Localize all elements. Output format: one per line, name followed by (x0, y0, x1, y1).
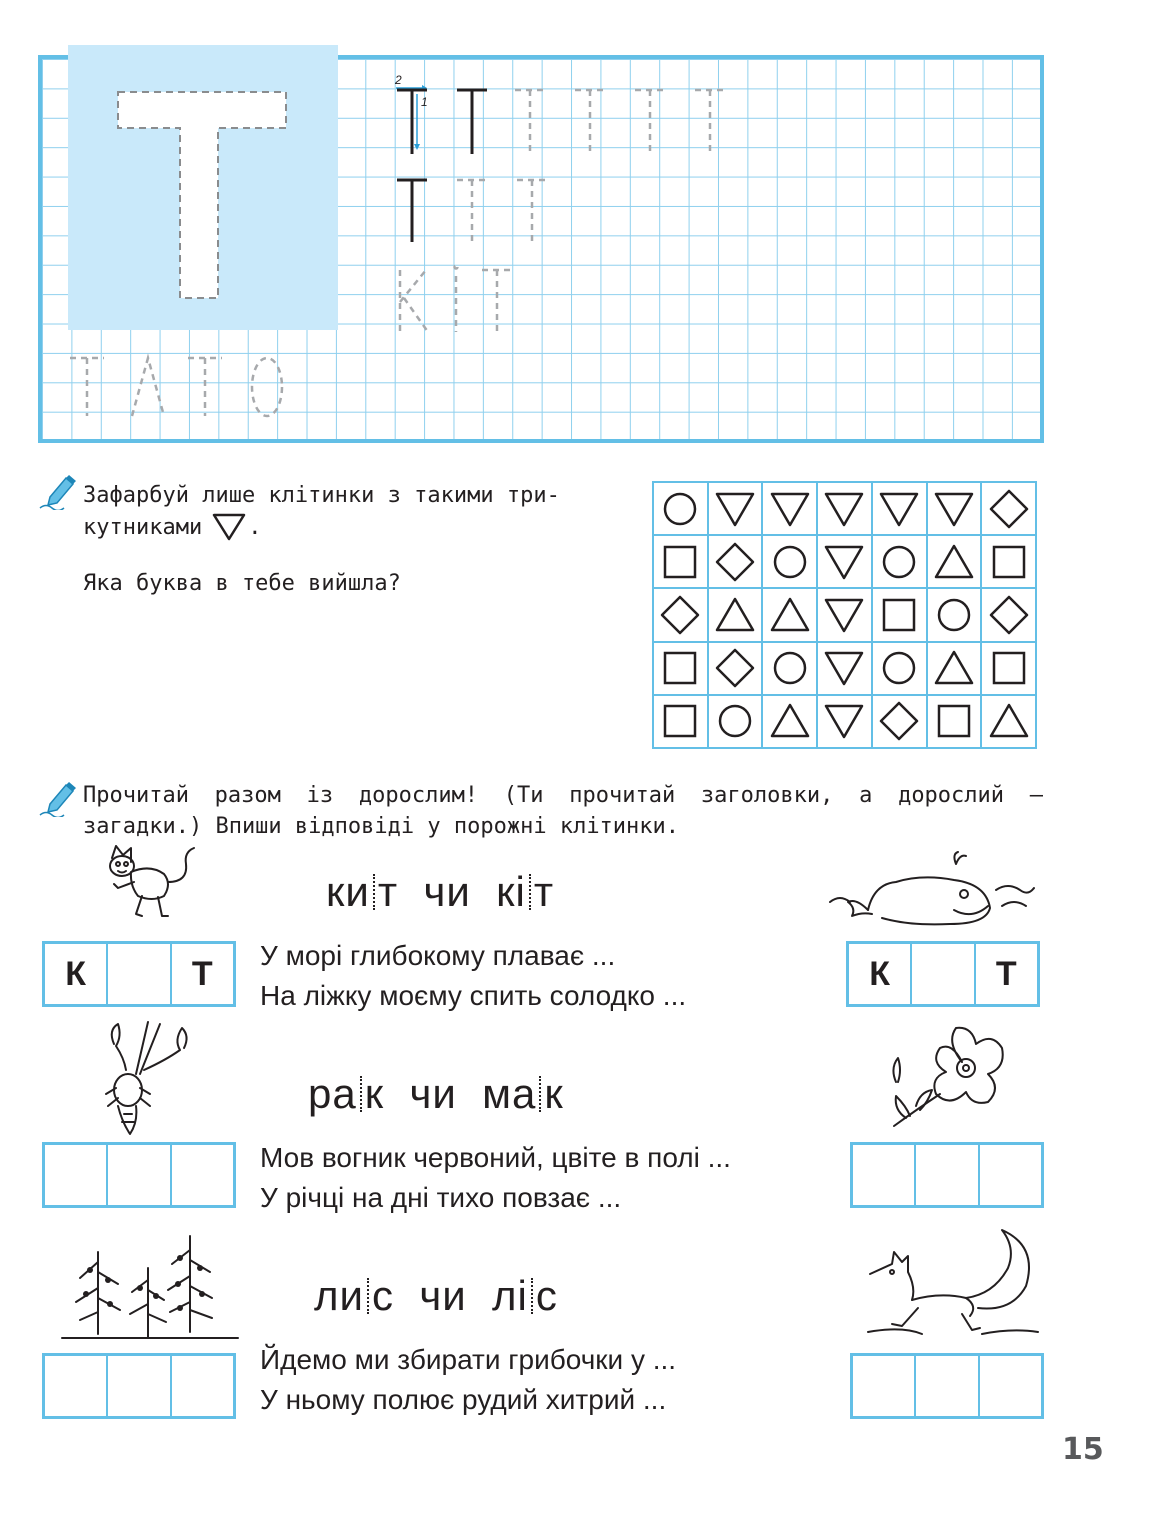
answer-box-left (42, 1353, 236, 1419)
shape-cell[interactable] (653, 535, 708, 588)
task2-instruction-line1: Прочитай разом із дорослим! (Ти прочитай заголовки, а дорослий — (83, 783, 1043, 808)
square-icon (660, 542, 700, 582)
square-icon (989, 648, 1029, 688)
riddle-line: На ліжку моєму спить солодко ... (260, 980, 687, 1011)
shape-cell[interactable] (872, 588, 927, 641)
cat-illustration (98, 842, 203, 932)
answer-cell[interactable] (980, 1356, 1041, 1416)
shape-cell[interactable] (981, 535, 1036, 588)
answer-cell[interactable] (980, 1145, 1041, 1205)
shape-cell[interactable] (653, 588, 708, 641)
word-pair-title: ки т чи кі т (326, 868, 555, 915)
circle-icon (934, 595, 974, 635)
shape-cell[interactable] (708, 588, 763, 641)
answer-box-left (42, 941, 236, 1007)
shape-cell[interactable] (708, 482, 763, 535)
shape-cell[interactable] (927, 535, 982, 588)
shape-cell[interactable] (981, 642, 1036, 695)
whale-illustration (826, 850, 1036, 930)
answer-cell[interactable] (45, 1145, 108, 1205)
stroke-number-1: 1 (421, 95, 428, 109)
circle-icon (879, 542, 919, 582)
big-letter-t (68, 45, 338, 330)
svg-text:КІТ: КІТ (380, 70, 382, 71)
task1-instruction-line2: кутниками (83, 514, 203, 540)
riddle-line: У річці на дні тихо повзає ... (260, 1182, 622, 1213)
task1-question: Яка буква в тебе вийшла? (83, 571, 401, 596)
dashed-letter-t (515, 90, 725, 154)
fox-illustration (862, 1228, 1042, 1338)
word-pair-title: ли с чи лі с (314, 1272, 558, 1319)
shape-cell[interactable] (708, 695, 763, 748)
square-icon (660, 648, 700, 688)
crayfish-illustration (100, 1018, 196, 1138)
answer-cell[interactable]: Т (191, 954, 213, 993)
shape-cell[interactable] (981, 482, 1036, 535)
square-icon (989, 542, 1029, 582)
answer-cell[interactable] (916, 1145, 979, 1205)
diamond-icon (715, 648, 755, 688)
triangle-down-icon (824, 595, 864, 635)
riddle-line: Йдемо ми збирати грибочки у ... (260, 1344, 677, 1375)
triangle-down-icon (934, 489, 974, 529)
shape-cell[interactable] (872, 535, 927, 588)
answer-cell[interactable] (172, 1356, 233, 1416)
triangle-up-icon (934, 542, 974, 582)
svg-text:ТАТО: ТАТО (60, 352, 63, 353)
riddle-text (260, 1138, 731, 1218)
stroke-number-2: 2 (395, 73, 402, 87)
answer-cell[interactable] (108, 944, 171, 1004)
triangle-down-icon (210, 511, 248, 543)
shape-cell[interactable] (872, 695, 927, 748)
circle-icon (770, 648, 810, 688)
pencil-icon (38, 777, 78, 817)
shape-cell[interactable] (927, 588, 982, 641)
triangle-down-icon (715, 489, 755, 529)
word-pair-title: ра к чи ма к (308, 1070, 564, 1117)
circle-icon (715, 701, 755, 741)
triangle-down-icon (824, 701, 864, 741)
riddle-text (260, 1340, 676, 1420)
shape-cell[interactable] (927, 642, 982, 695)
shape-cell[interactable] (817, 642, 872, 695)
shape-cell[interactable] (817, 588, 872, 641)
answer-cell[interactable] (108, 1145, 171, 1205)
shape-cell[interactable] (653, 642, 708, 695)
answer-cell[interactable] (853, 1356, 916, 1416)
shape-cell[interactable] (653, 482, 708, 535)
square-icon (934, 701, 974, 741)
triangle-up-icon (989, 701, 1029, 741)
shape-cell[interactable] (762, 642, 817, 695)
shape-cell[interactable] (817, 695, 872, 748)
answer-cell[interactable]: К (849, 944, 912, 1004)
triangle-down-icon (770, 489, 810, 529)
riddle-line: Мов вогник червоний, цвіте в полі ... (260, 1142, 731, 1173)
triangle-up-icon (770, 701, 810, 741)
pencil-icon (38, 470, 78, 510)
task1-instruction: Зафарбуй лише клітинки з такими три- кутниками . (83, 480, 560, 543)
answer-cell[interactable] (45, 1356, 108, 1416)
riddle-text (260, 936, 686, 1016)
square-icon (879, 595, 919, 635)
answer-cell[interactable] (172, 1145, 233, 1205)
triangle-up-icon (934, 648, 974, 688)
triangle-down-icon (879, 489, 919, 529)
circle-icon (879, 648, 919, 688)
shape-cell[interactable] (981, 588, 1036, 641)
shape-cell[interactable] (762, 695, 817, 748)
answer-cell[interactable]: Т (995, 954, 1017, 993)
diamond-icon (989, 595, 1029, 635)
triangle-down-icon (824, 648, 864, 688)
shape-cell[interactable] (872, 482, 927, 535)
triangle-up-icon (715, 595, 755, 635)
shape-cell[interactable] (817, 535, 872, 588)
shape-cell[interactable] (762, 535, 817, 588)
shape-coloring-grid (652, 481, 1037, 749)
triangle-up-icon (770, 595, 810, 635)
answer-box-right (846, 941, 1040, 1007)
answer-box-right (850, 1142, 1044, 1208)
poppy-illustration (876, 1022, 1006, 1132)
shape-cell[interactable] (872, 642, 927, 695)
shape-cell[interactable] (762, 482, 817, 535)
task2-instruction-line2: загадки.) Впиши відповіді у порожні клітинки. (83, 814, 680, 839)
shape-cell[interactable] (817, 482, 872, 535)
circle-icon (770, 542, 810, 582)
forest-illustration (60, 1222, 240, 1342)
shape-cell[interactable] (762, 588, 817, 641)
shape-cell[interactable] (653, 695, 708, 748)
answer-cell[interactable] (108, 1356, 171, 1416)
task1-instruction-line1: Зафарбуй лише клітинки з такими три- (83, 483, 560, 508)
diamond-icon (660, 595, 700, 635)
circle-icon (660, 489, 700, 529)
answer-cell[interactable]: К (45, 944, 108, 1004)
dashed-word-tato[interactable] (60, 352, 300, 422)
solid-letter-t (397, 90, 487, 154)
diamond-icon (715, 542, 755, 582)
triangle-down-icon (824, 489, 864, 529)
shape-cell[interactable] (708, 535, 763, 588)
answer-box-right (850, 1353, 1044, 1419)
square-icon (660, 701, 700, 741)
shape-cell[interactable] (708, 642, 763, 695)
shape-cell[interactable] (981, 695, 1036, 748)
answer-cell[interactable] (853, 1145, 916, 1205)
shape-cell[interactable] (927, 482, 982, 535)
diamond-icon (989, 489, 1029, 529)
page-number: 15 (1062, 1432, 1104, 1467)
dashed-word-kit (400, 266, 512, 333)
riddle-line: У ньому полює рудий хитрий ... (260, 1384, 667, 1415)
riddle-line: У морі глибокому плаває ... (260, 940, 616, 971)
diamond-icon (879, 701, 919, 741)
triangle-down-icon (824, 542, 864, 582)
answer-box-left (42, 1142, 236, 1208)
task2-instruction (83, 780, 1043, 842)
letter-tracing-rows[interactable] (380, 70, 740, 340)
answer-cell[interactable] (916, 1356, 979, 1416)
shape-cell[interactable] (927, 695, 982, 748)
answer-cell[interactable] (912, 944, 975, 1004)
